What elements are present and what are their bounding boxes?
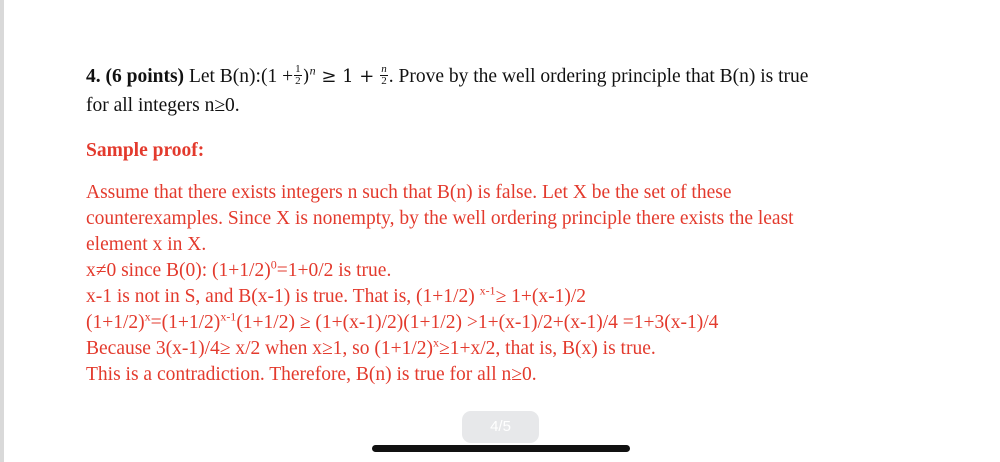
question-block bbox=[86, 62, 966, 120]
proof-line-6: $(1+1/2)^x=(1+1/2)^{x-1}(1+1/2) \ge (1+(x-1)/2)(1+1/2) >1+(x-1)/2+(x-1)/4 =1+3(x-1)/4$ bbox=[86, 309, 719, 333]
home-indicator-bar[interactable] bbox=[372, 445, 630, 452]
sample-proof-heading: Sample proof: bbox=[86, 140, 205, 161]
question-points: (6 points) bbox=[105, 66, 185, 87]
proof-line-4: x≠0 since B(0): $(1+1/2)^0=1+0/2$ is true. bbox=[86, 257, 392, 281]
question-line-1 bbox=[86, 62, 966, 91]
inequality-sign: ≥ 1 + bbox=[315, 66, 375, 87]
question-text-before: Let B(n):(1 + bbox=[188, 66, 294, 87]
fraction-n-half: $\frac{n}{2}$ bbox=[381, 63, 387, 88]
close-paren: ) bbox=[302, 66, 310, 87]
fraction-one-half: $\frac{1}{2}$ bbox=[295, 63, 301, 88]
proof-line-7: Because 3(x-1)/4≥ x/2 when x≥1, so $(1+1/2)^x\ge 1+x/2$, that is, B(x) is true. bbox=[86, 335, 656, 359]
question-number: 4. bbox=[86, 66, 101, 87]
page-indicator: 4/5 bbox=[462, 411, 539, 443]
proof-line-3: element x in X. bbox=[86, 234, 207, 255]
page-left-edge bbox=[0, 0, 4, 462]
proof-line-2: counterexamples. Since X is nonempty, by the well ordering principle there exists the least bbox=[86, 208, 794, 229]
proof-line-8: This is a contradiction. Therefore, B(n) is true for all n≥0. bbox=[86, 364, 537, 385]
proof-line-1: Assume that there exists integers n such that B(n) is false. Let X be the set of these bbox=[86, 182, 732, 203]
question-text-after: . Prove by the well ordering principle that B(n) is true bbox=[388, 66, 809, 87]
proof-line-5: x-1 is not in S, and B(x-1) is true. That is, (1+1/2) $^{x-1}$≥ 1+(x-1)/2 bbox=[86, 283, 587, 307]
document-page bbox=[86, 62, 966, 388]
proof-block bbox=[86, 180, 966, 388]
exponent-n: n bbox=[309, 63, 316, 78]
question-line-2: for all integers n≥0. bbox=[86, 95, 240, 116]
